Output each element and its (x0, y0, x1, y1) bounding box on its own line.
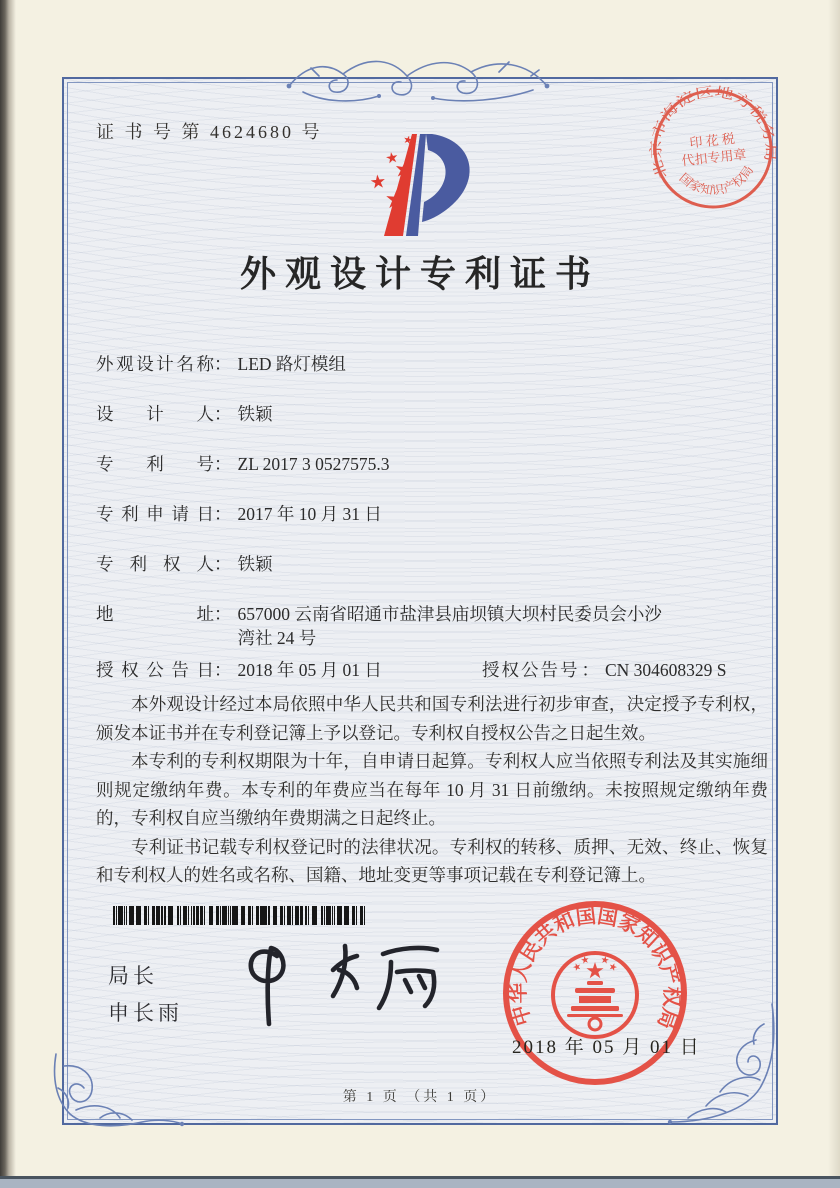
field-value: LED 路灯模组 (237, 354, 346, 374)
grant-date-label: 授权公告日 (96, 660, 214, 680)
scan-edge-right (828, 0, 840, 1188)
field-colon: ： (214, 504, 232, 524)
field-value: 2017 年 10 月 31 日 (237, 504, 382, 524)
national-emblem (553, 953, 637, 1037)
cnipa-logo (352, 124, 502, 246)
field-label: 专利号 (96, 454, 214, 474)
handwritten-signature (225, 928, 475, 1038)
field-colon: ： (214, 454, 232, 474)
grant-date-value: 2018 年 05 月 01 日 (237, 660, 382, 680)
grant-number-label: 授权公告号 (482, 660, 580, 680)
field-row-address (96, 602, 756, 650)
field-label: 设计人 (96, 404, 214, 424)
grant-row (96, 658, 756, 682)
field-value: 铁颖 (237, 554, 273, 574)
field-label: 专利申请日 (96, 504, 214, 524)
field-colon: ： (214, 554, 232, 574)
field-value: ZL 2017 3 0527575.3 (237, 454, 390, 474)
field-row-designer (96, 402, 756, 426)
certificate-fields (96, 352, 756, 682)
commissioner-name: 申长雨 (108, 1001, 183, 1025)
field-value: 铁颖 (237, 404, 273, 424)
scan-edge-bottom (0, 1176, 840, 1188)
field-row-design-name (96, 352, 756, 376)
certificate-title: 外观设计专利证书 (239, 254, 600, 294)
legal-paragraph-1: 本外观设计经过本局依照中华人民共和国专利法进行初步审查，决定授予专利权，颁发本证书并在专利登记簿上予以登记。专利权自授权公告之日起生效。 (96, 694, 768, 743)
svg-text:北京市海淀区地方税务局 (641, 77, 780, 181)
field-label: 地址 (96, 604, 214, 624)
tax-stamp-seal (639, 75, 786, 222)
field-colon: ： (214, 660, 232, 680)
field-row-patentee (96, 552, 756, 576)
grant-number-group (482, 658, 727, 682)
certificate-number: 证 书 号 第 4624680 号 (96, 122, 323, 142)
field-colon: ： (214, 604, 232, 624)
field-row-patent-number (96, 452, 756, 476)
tax-seal-center-line2: 代扣专用章 (680, 146, 748, 169)
legal-text (96, 690, 768, 890)
tax-seal-arc-bottom-text: 国家知识产权局 (676, 163, 756, 198)
field-colon: ： (214, 404, 232, 424)
grant-number-value: CN 304608329 S (605, 660, 727, 680)
scan-edge-left (0, 0, 16, 1188)
legal-paragraph-2: 本专利的专利权期限为十年，自申请日起算。专利权人应当依照专利法及其实施细则规定缴纳年费。本专利的年费应当在每年 10 月 31 日前缴纳。未按照规定缴纳年费的，专利权自应当缴纳年费期满之日起终止。 (96, 751, 768, 828)
grant-seal-date: 2018 年 05 月 01 日 (512, 1037, 701, 1058)
field-label: 专利权人 (96, 554, 214, 574)
field-colon: ： (581, 660, 599, 680)
field-row-filing-date (96, 502, 756, 526)
cnipa-official-seal (500, 898, 690, 1088)
legal-paragraph-3: 专利证书记载专利权登记时的法律状况。专利权的转移、质押、无效、终止、恢复和专利权人的姓名或名称、国籍、地址变更等事项记载在专利登记簿上。 (96, 836, 768, 885)
commissioner-title: 局长 (108, 964, 158, 988)
barcode (113, 906, 365, 925)
field-colon: ： (214, 354, 232, 374)
cnipa-seal-ring-text: 中华人民共和国国家知识产权局 (505, 903, 685, 1033)
logo-p-mark (384, 134, 470, 236)
page-footer: 第 1 页 （共 1 页） (342, 1090, 498, 1105)
tax-seal-center-line1: 印 花 税 (688, 130, 736, 151)
tax-seal-arc-top-text: 北京市海淀区地方税务局 (648, 83, 778, 181)
field-value: 657000 云南省昭通市盐津县庙坝镇大坝村民委员会小沙湾社 24 号 (237, 604, 662, 648)
field-label: 外观设计名称 (96, 354, 214, 374)
